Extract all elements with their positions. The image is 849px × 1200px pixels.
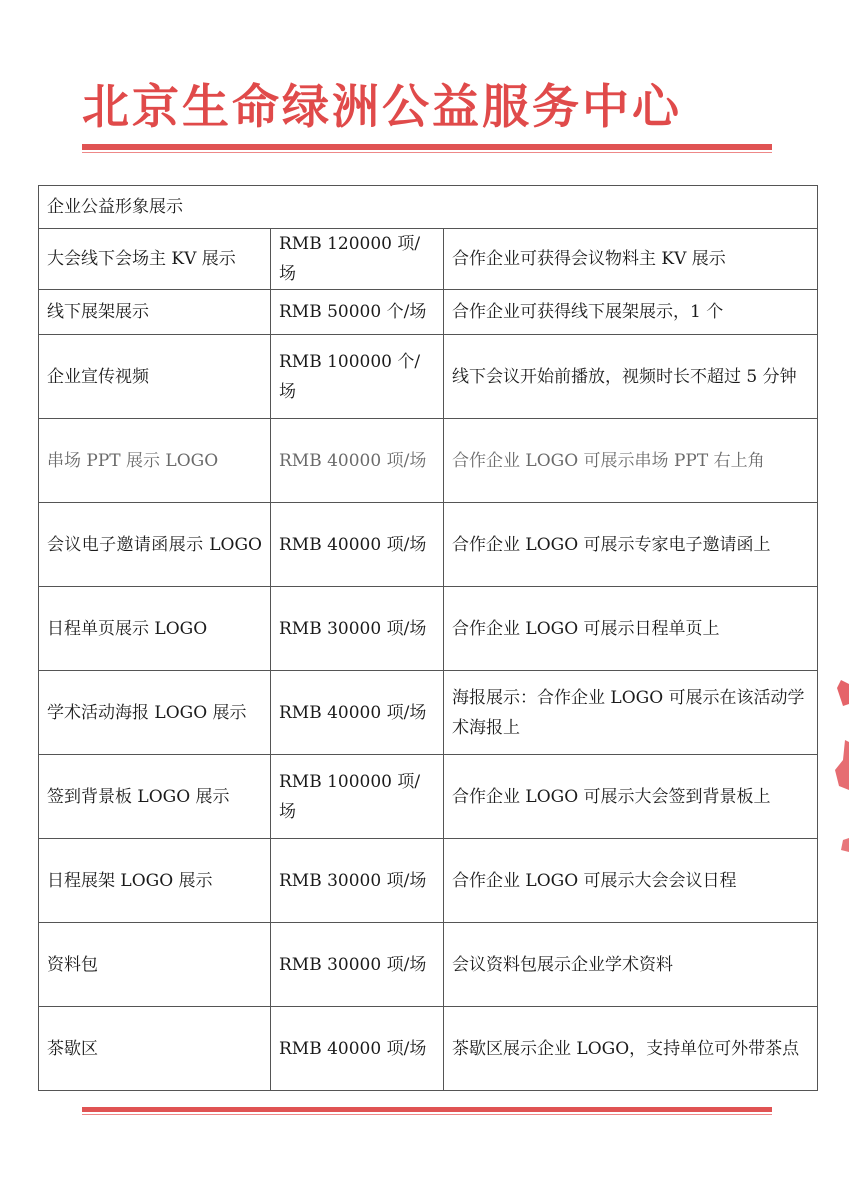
price-cell: RMB 40000 项/场 (271, 671, 444, 755)
price-cell: RMB 100000 个/场 (271, 335, 444, 419)
description-cell: 合作企业 LOGO 可展示大会会议日程 (444, 839, 818, 923)
seal-stamp-edge (823, 680, 849, 855)
description-cell: 线下会议开始前播放，视频时长不超过 5 分钟 (444, 335, 818, 419)
price-cell: RMB 40000 项/场 (271, 1007, 444, 1091)
table-row (39, 229, 818, 290)
item-cell: 签到背景板 LOGO 展示 (39, 755, 271, 839)
description-cell: 合作企业可获得会议物料主 KV 展示 (444, 229, 818, 290)
price-cell: RMB 100000 项/场 (271, 755, 444, 839)
footer-divider (82, 1107, 772, 1112)
price-cell: RMB 30000 项/场 (271, 587, 444, 671)
description-cell: 合作企业 LOGO 可展示串场 PPT 右上角 (444, 419, 818, 503)
table-section-row (39, 186, 818, 229)
table-row (39, 755, 818, 839)
description-cell: 合作企业 LOGO 可展示大会签到背景板上 (444, 755, 818, 839)
item-cell: 企业宣传视频 (39, 335, 271, 419)
price-cell: RMB 30000 项/场 (271, 839, 444, 923)
description-cell: 茶歇区展示企业 LOGO，支持单位可外带茶点 (444, 1007, 818, 1091)
table-row (39, 503, 818, 587)
table-row (39, 290, 818, 335)
price-cell: RMB 40000 项/场 (271, 419, 444, 503)
table-row (39, 671, 818, 755)
table-row (39, 335, 818, 419)
price-cell: RMB 30000 项/场 (271, 923, 444, 1007)
header-divider-thin (82, 152, 772, 153)
item-cell: 茶歇区 (39, 1007, 271, 1091)
description-cell: 海报展示：合作企业 LOGO 可展示在该活动学术海报上 (444, 671, 818, 755)
pricing-table (38, 185, 818, 1091)
item-cell: 日程展架 LOGO 展示 (39, 839, 271, 923)
item-cell: 学术活动海报 LOGO 展示 (39, 671, 271, 755)
table-row (39, 419, 818, 503)
item-cell: 线下展架展示 (39, 290, 271, 335)
section-title: 企业公益形象展示 (39, 186, 818, 229)
item-cell: 串场 PPT 展示 LOGO (39, 419, 271, 503)
table-row (39, 839, 818, 923)
table-row (39, 923, 818, 1007)
item-cell: 大会线下会场主 KV 展示 (39, 229, 271, 290)
price-cell: RMB 50000 个/场 (271, 290, 444, 335)
description-cell: 合作企业 LOGO 可展示日程单页上 (444, 587, 818, 671)
footer-divider-thin (82, 1114, 772, 1115)
item-cell: 资料包 (39, 923, 271, 1007)
item-cell: 日程单页展示 LOGO (39, 587, 271, 671)
table-row (39, 587, 818, 671)
table-row (39, 1007, 818, 1091)
description-cell: 会议资料包展示企业学术资料 (444, 923, 818, 1007)
description-cell: 合作企业 LOGO 可展示专家电子邀请函上 (444, 503, 818, 587)
header-divider (82, 144, 772, 150)
description-cell: 合作企业可获得线下展架展示，1 个 (444, 290, 818, 335)
price-cell: RMB 40000 项/场 (271, 503, 444, 587)
item-cell: 会议电子邀请函展示 LOGO (39, 503, 271, 587)
page-title: 北京生命绿洲公益服务中心 (82, 80, 682, 135)
price-cell: RMB 120000 项/场 (271, 229, 444, 290)
